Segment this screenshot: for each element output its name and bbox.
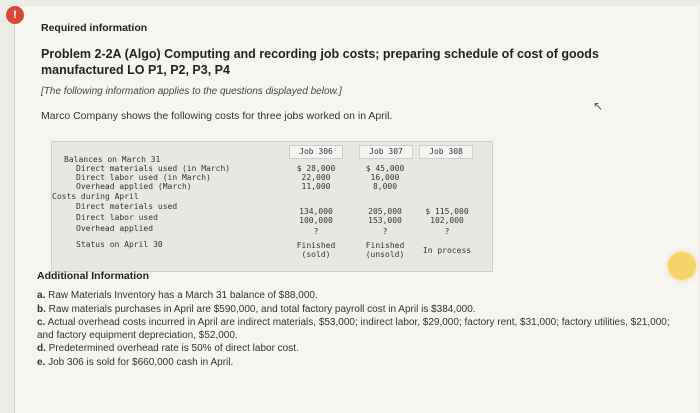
cell-308-dm: $ 115,000 — [425, 207, 469, 216]
mouse-cursor-icon: ↖ — [593, 99, 604, 113]
cell-307-dm-march: $ 45,000 — [365, 164, 405, 173]
cell-306-dm: 134,000 — [299, 207, 333, 216]
info-item-b — [37, 304, 677, 317]
row-label-oh: Overhead applied — [76, 224, 154, 233]
cell-306-oh-march: 11,000 — [301, 182, 331, 191]
cell-306-dm-march: $ 28,000 — [296, 164, 336, 173]
cell-306-oh: ? — [313, 227, 319, 236]
info-key-a: a. — [37, 290, 46, 301]
cell-307-oh-march: 8,000 — [372, 182, 398, 191]
cell-307-oh: ? — [382, 227, 388, 236]
info-key-c: c. — [37, 317, 46, 328]
intro-text: Marco Company shows the following costs for three jobs worked on in April. — [41, 110, 393, 122]
cell-308-dl: 102,000 — [430, 216, 464, 225]
cell-307-dm: 205,000 — [368, 207, 402, 216]
info-key-b: b. — [37, 303, 46, 315]
column-header-job-307: Job 307 — [359, 145, 413, 159]
cell-306-dl-march: 22,000 — [301, 173, 331, 182]
cell-306-status-detail: (sold) — [301, 250, 331, 259]
info-text-e: Job 306 is sold for $660,000 cash in April. — [48, 356, 234, 368]
row-label-dl: Direct labor used — [76, 213, 158, 222]
row-label-dm-march: Direct materials used (in March) — [76, 164, 231, 173]
info-item-a — [37, 290, 677, 303]
column-header-job-306: Job 306 — [289, 145, 343, 159]
info-key-e: e. — [37, 356, 46, 368]
cell-307-dl-march: 16,000 — [370, 173, 400, 182]
row-label-balances: Balances on March 31 — [64, 155, 161, 164]
info-text-c: Actual overhead costs incurred in April are indirect materials, $53,000; indirect labor, $29,000; factory rent, $31,000; factory utilities, $21,000; and factory equipment depreciation, $52,000. — [37, 317, 670, 341]
cell-307-status-detail: (unsold) — [365, 250, 405, 259]
highlight-dot — [668, 252, 696, 280]
additional-information-heading: Additional Information — [37, 270, 149, 282]
row-label-status: Status on April 30 — [76, 240, 163, 249]
info-item-d — [37, 343, 677, 356]
column-header-job-308: Job 308 — [419, 145, 473, 159]
info-text-b: Raw materials purchases in April are $590,000, and total factory payroll cost in April is $384,000. — [48, 303, 476, 315]
cell-308-oh: ? — [444, 227, 450, 236]
cell-307-status: Finished — [365, 241, 405, 250]
problem-title: Problem 2-2A (Algo) Computing and recording job costs; preparing schedule of cost of goods manufactured LO P1, P2, P3, P4 — [41, 47, 599, 77]
note-text: [The following information applies to the questions displayed below.] — [41, 86, 342, 97]
required-information-heading: Required information — [41, 22, 148, 34]
row-label-dl-march: Direct labor used (in March) — [76, 173, 211, 182]
info-item-e — [37, 357, 677, 370]
info-key-d: d. — [37, 343, 46, 354]
cell-307-dl: 153,000 — [368, 216, 402, 225]
alert-icon[interactable]: ! — [6, 6, 24, 24]
problem-page — [14, 6, 699, 413]
row-label-costs-april: Costs during April — [52, 192, 139, 201]
job-cost-table — [51, 141, 493, 272]
cell-306-status: Finished — [296, 241, 336, 250]
row-label-oh-march: Overhead applied (March) — [76, 182, 192, 191]
additional-information-list — [37, 290, 677, 370]
info-item-c — [37, 317, 677, 342]
cell-306-dl: 100,000 — [299, 216, 333, 225]
info-text-d: Predetermined overhead rate is 50% of direct labor cost. — [48, 343, 299, 354]
info-text-a: Raw Materials Inventory has a March 31 balance of $88,000. — [48, 290, 318, 301]
row-label-dm: Direct materials used — [76, 202, 178, 211]
cell-308-status: In process — [422, 246, 472, 255]
